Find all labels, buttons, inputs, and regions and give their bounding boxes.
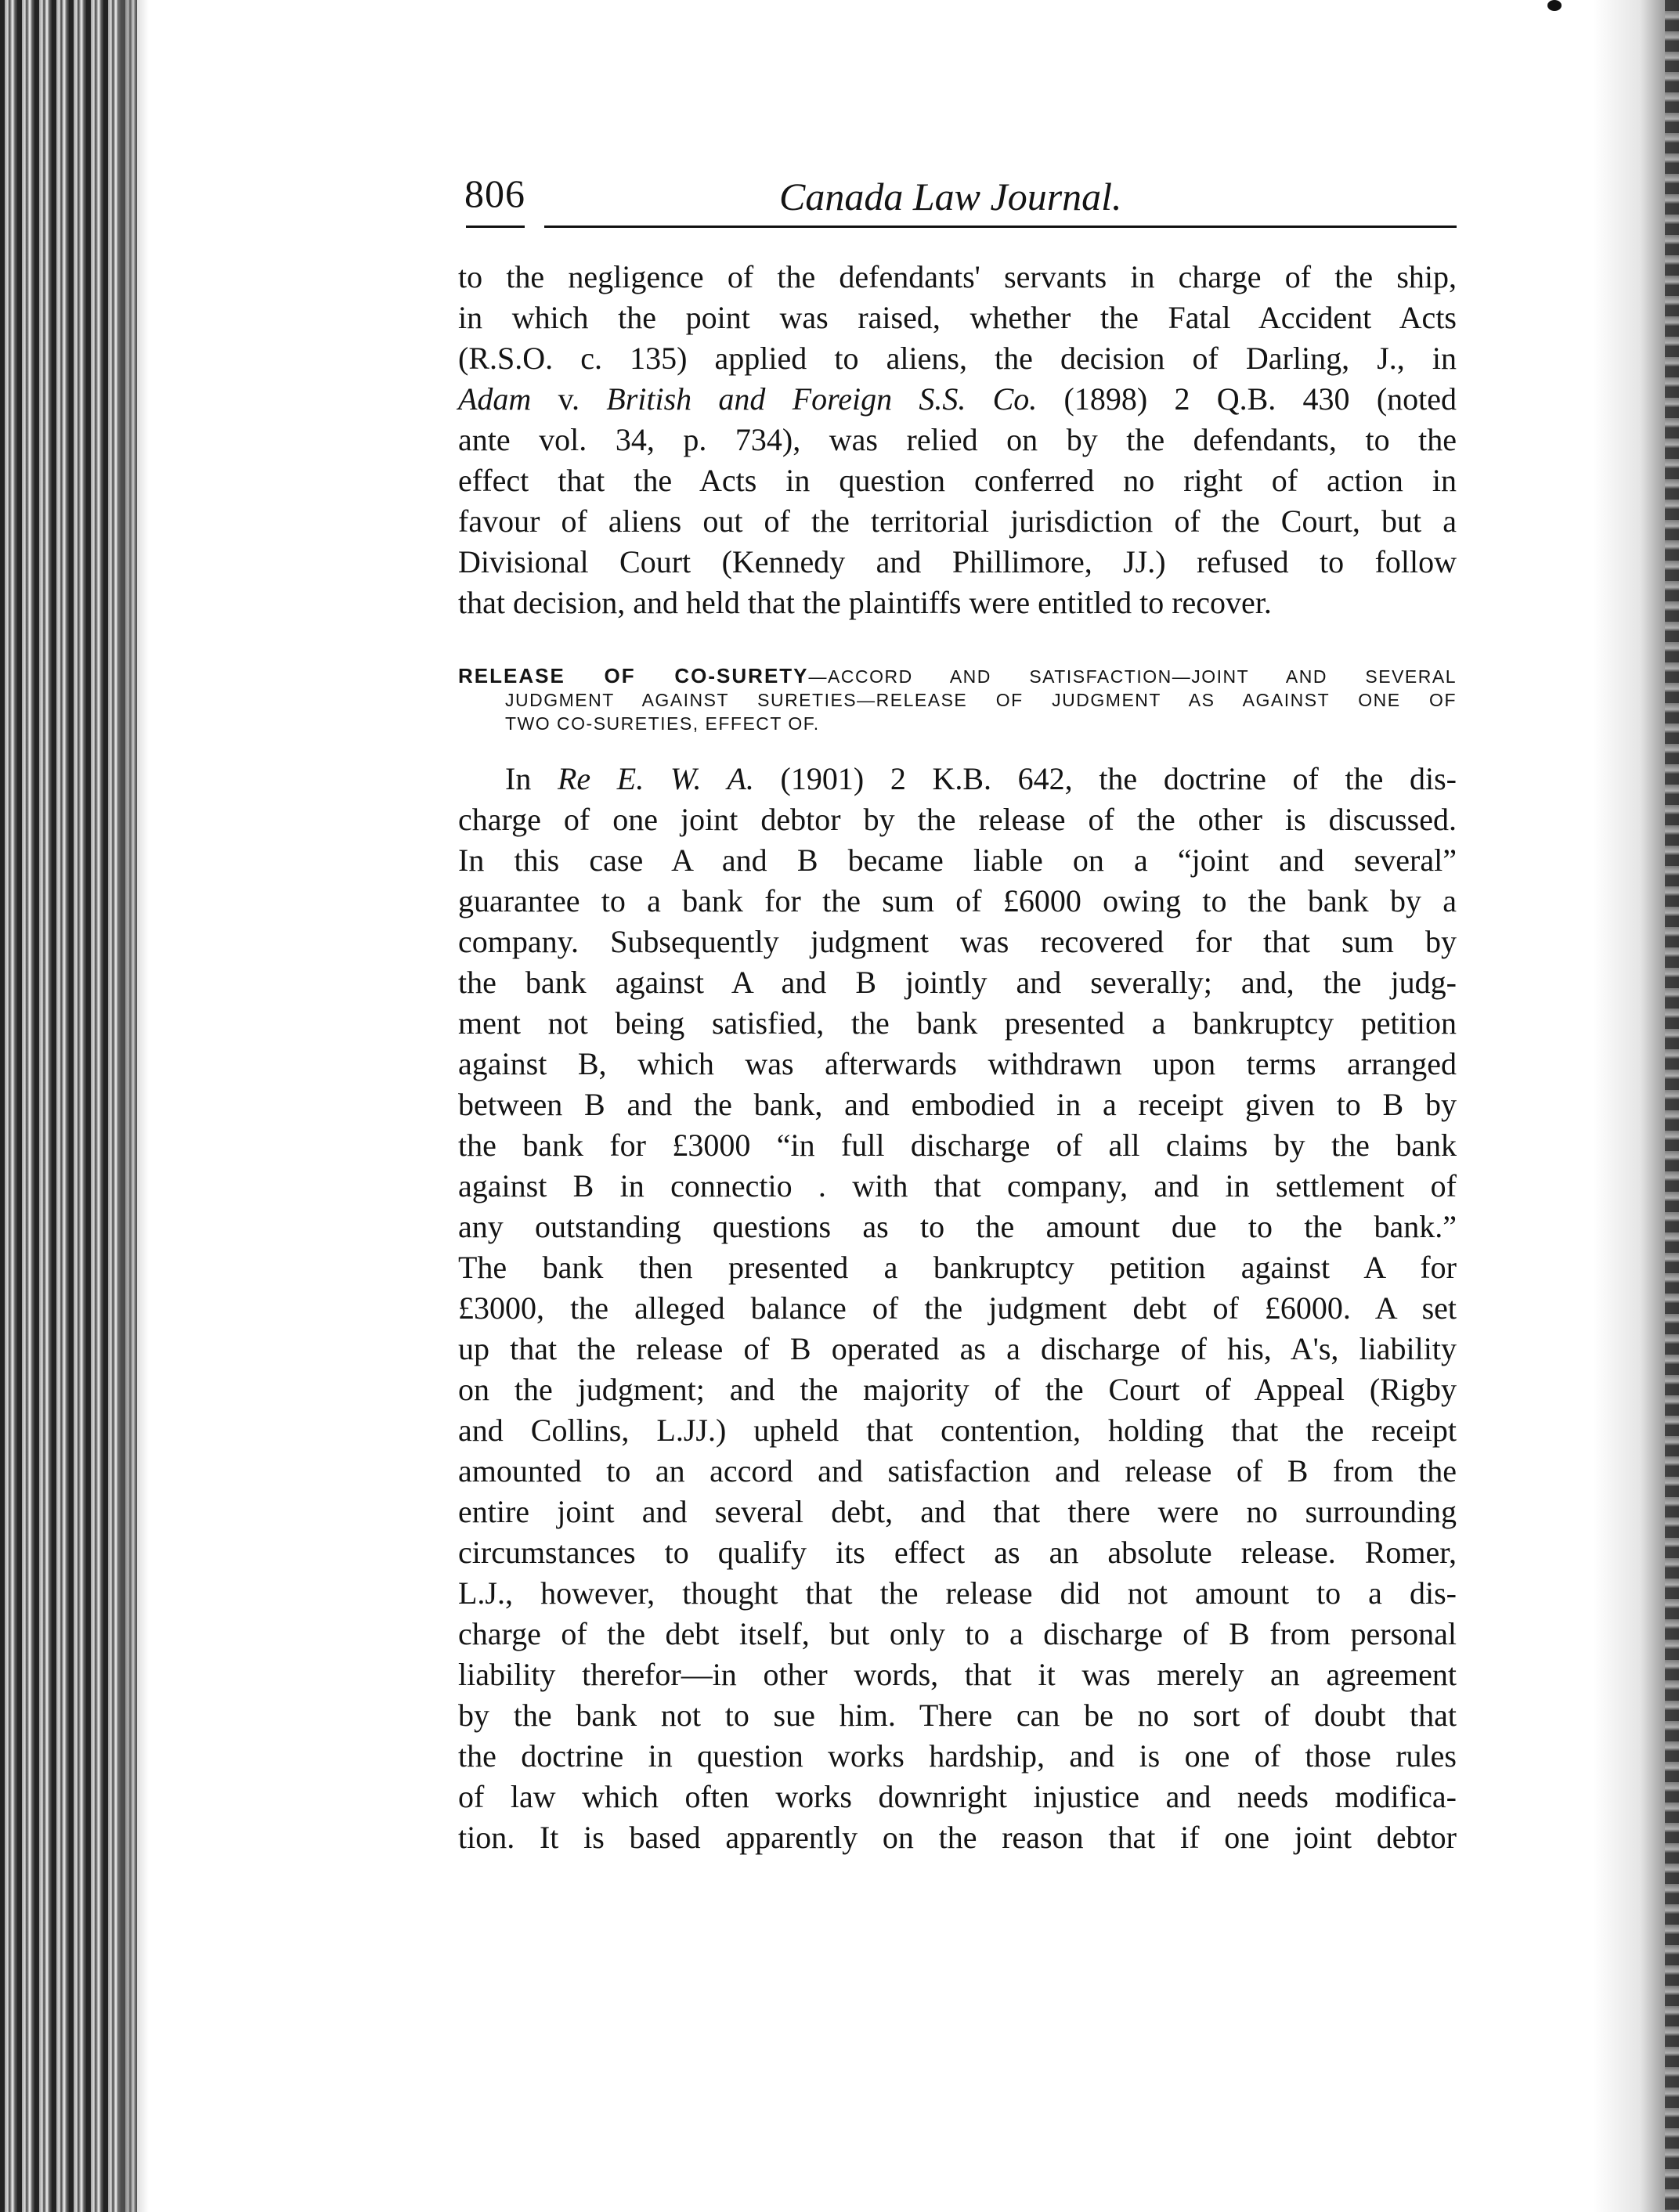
text-line: the doctrine in question works hardship, and is one of those rules bbox=[458, 1738, 1457, 1774]
book-binding-edge bbox=[0, 0, 137, 2212]
text-line: charge of one joint debtor by the release of the other is discussed. bbox=[458, 802, 1457, 837]
paragraph-body bbox=[458, 799, 1457, 1858]
text-line bbox=[458, 379, 1457, 420]
headnote-text: —ACCORD AND SATISFACTION—JOINT AND SEVERAL bbox=[808, 666, 1457, 687]
headnote-line: TWO CO-SURETIES, EFFECT OF. bbox=[505, 713, 820, 734]
text-line: any outstanding questions as to the amount due to the bank.” bbox=[458, 1209, 1457, 1244]
text-line: L.J., however, thought that the release did not amount to a dis- bbox=[458, 1575, 1457, 1611]
text-line: ment not being satisfied, the bank presented a bankruptcy petition bbox=[458, 1005, 1457, 1041]
text-line: on the judgment; and the majority of the Court of Appeal (Rigby bbox=[458, 1372, 1457, 1407]
case-citation: (1898) 2 Q.B. 430 (noted bbox=[1037, 381, 1457, 417]
text-line: The bank then presented a bankruptcy petition against A for bbox=[458, 1250, 1457, 1285]
case-party: British and Foreign S.S. Co. bbox=[606, 381, 1038, 417]
text-line: liability therefor—in other words, that it was merely an agreement bbox=[458, 1657, 1457, 1692]
header-rule-short bbox=[466, 226, 525, 228]
text-line: company. Subsequently judgment was recovered for that sum by bbox=[458, 924, 1457, 959]
text-line: entire joint and several debt, and that there were no surrounding bbox=[458, 1494, 1457, 1529]
text-line: in which the point was raised, whether the Fatal Accident Acts bbox=[458, 300, 1457, 335]
headnote-lead: RELEASE OF CO-SURETY bbox=[458, 664, 809, 687]
text-line: charge of the debt itself, but only to a discharge of B from personal bbox=[458, 1616, 1457, 1651]
running-title: Canada Law Journal. bbox=[779, 175, 1122, 218]
text-line: the bank against A and B jointly and severally; and, the judg- bbox=[458, 965, 1457, 1000]
ink-speck bbox=[1547, 0, 1562, 11]
paragraph-re-ewa bbox=[458, 759, 1457, 1858]
page-number: 806 bbox=[464, 171, 525, 215]
text-line: Divisional Court (Kennedy and Phillimore, JJ.) refused to follow bbox=[458, 544, 1457, 579]
binding-shadow bbox=[117, 0, 149, 2212]
text-line: £3000, the alleged balance of the judgment debt of £6000. A set bbox=[458, 1290, 1457, 1326]
case-versus: v. bbox=[531, 381, 607, 417]
header-rule-long bbox=[544, 226, 1457, 228]
text-fragment: In bbox=[505, 761, 558, 796]
text-line: amounted to an accord and satisfaction and release of B from the bbox=[458, 1453, 1457, 1488]
text-line: tion. It is based apparently on the reason that if one joint debtor bbox=[458, 1820, 1457, 1855]
case-headnote bbox=[458, 664, 1457, 735]
case-party: Adam bbox=[458, 381, 532, 417]
text-line: to the negligence of the defendants' servants in charge of the ship, bbox=[458, 259, 1457, 294]
text-line: by the bank not to sue him. There can be no sort of doubt that bbox=[458, 1698, 1457, 1733]
text-line: between B and the bank, and embodied in a receipt given to B by bbox=[458, 1087, 1457, 1122]
text-line: against B in connectio . with that company, and in settlement of bbox=[458, 1168, 1457, 1203]
page-header bbox=[458, 157, 1457, 235]
text-fragment: (1901) 2 K.B. 642, the doctrine of the dis- bbox=[753, 761, 1457, 796]
text-line: circumstances to qualify its effect as an absolute release. Romer, bbox=[458, 1535, 1457, 1570]
text-line: In this case A and B became liable on a “joint and several” bbox=[458, 843, 1457, 878]
paragraph-continued bbox=[458, 257, 1457, 623]
text-line: of law which often works downright injustice and needs modifica- bbox=[458, 1779, 1457, 1814]
text-line bbox=[458, 759, 1457, 799]
text-line: the bank for £3000 “in full discharge of all claims by the bank bbox=[458, 1128, 1457, 1163]
text-line: up that the release of B operated as a discharge of his, A's, liability bbox=[458, 1331, 1457, 1366]
text-line: and Collins, L.JJ.) upheld that contention, holding that the receipt bbox=[458, 1413, 1457, 1448]
journal-page bbox=[458, 157, 1457, 1858]
headnote-line bbox=[458, 664, 1457, 688]
text-line: that decision, and held that the plaintiffs were entitled to recover. bbox=[458, 585, 1272, 620]
text-line: against B, which was afterwards withdrawn upon terms arranged bbox=[458, 1046, 1457, 1081]
text-line: favour of aliens out of the territorial jurisdiction of the Court, but a bbox=[458, 503, 1457, 539]
right-page-edge bbox=[1665, 0, 1679, 2212]
text-line: effect that the Acts in question conferred no right of action in bbox=[458, 463, 1457, 498]
headnote-line: JUDGMENT AGAINST SURETIES—RELEASE OF JUDGMENT AS AGAINST ONE OF bbox=[505, 690, 1457, 710]
case-name: Re E. W. A. bbox=[557, 761, 754, 796]
text-line: ante vol. 34, p. 734), was relied on by the defendants, to the bbox=[458, 422, 1457, 457]
text-line: guarantee to a bank for the sum of £6000 owing to the bank by a bbox=[458, 883, 1457, 918]
text-line: (R.S.O. c. 135) applied to aliens, the decision of Darling, J., in bbox=[458, 341, 1457, 376]
